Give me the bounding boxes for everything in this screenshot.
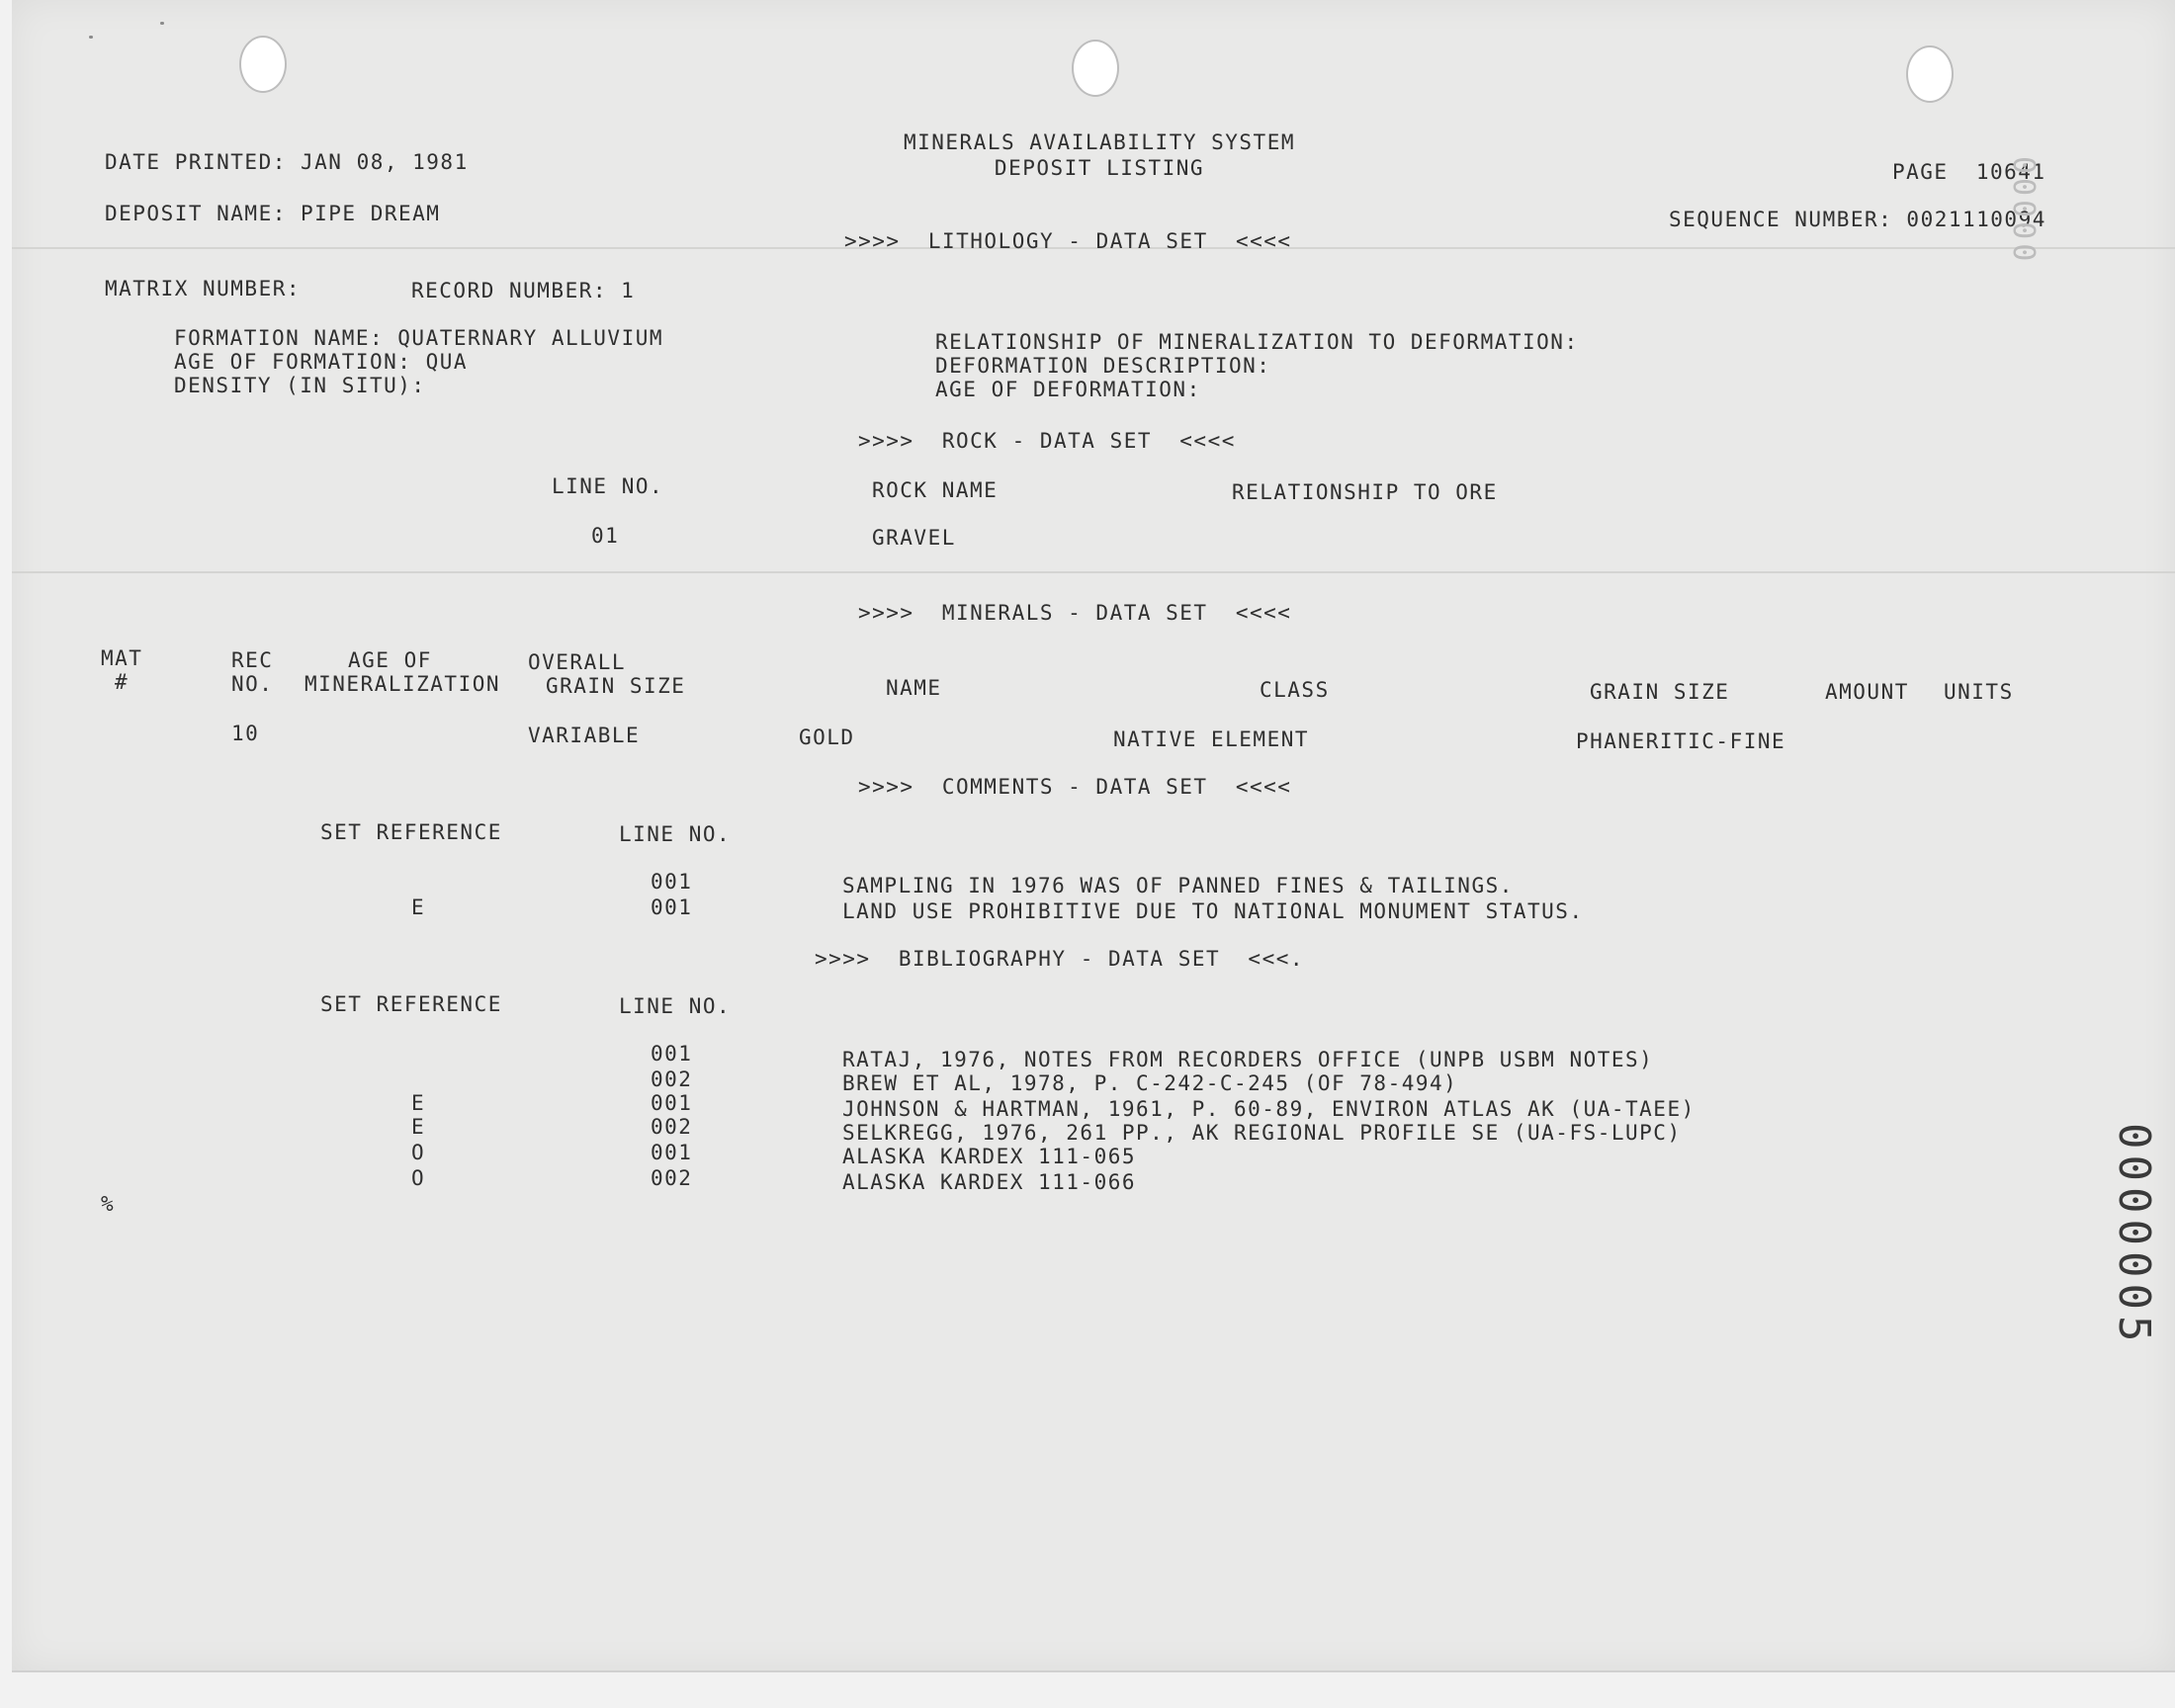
bibliography-header-line-no: LINE NO. (619, 994, 732, 1018)
minerals-header-mat-hash: # (115, 670, 130, 694)
rock-header-line-no: LINE NO. (552, 474, 664, 498)
bibliography-line-no: 001 (651, 1042, 693, 1066)
rock-header-relationship: RELATIONSHIP TO ORE (1232, 480, 1498, 504)
bibliography-line-no: 002 (651, 1115, 693, 1139)
listing-title: DEPOSIT LISTING (994, 156, 1205, 180)
bibliography-entry: SELKREGG, 1976, 261 PP., AK REGIONAL PROFILE SE (UA-FS-LUPC) (842, 1121, 1682, 1145)
minerals-header-amount: AMOUNT (1825, 680, 1909, 704)
punch-hole (1072, 40, 1119, 97)
stamp-number: 0000005 (2109, 1123, 2159, 1348)
bibliography-entry: JOHNSON & HARTMAN, 1961, P. 60-89, ENVIRON ATLAS AK (UA-TAEE) (842, 1097, 1696, 1121)
matrix-number: MATRIX NUMBER: (105, 277, 302, 300)
mineral-overall-grain-size: VARIABLE (528, 724, 641, 747)
comment-set-ref: E (411, 896, 426, 919)
fold-line (12, 571, 2175, 573)
speck (89, 36, 93, 39)
density: DENSITY (IN SITU): (174, 374, 426, 397)
bibliography-entry: ALASKA KARDEX 111-066 (842, 1170, 1137, 1194)
comments-header-set-reference: SET REFERENCE (320, 820, 502, 844)
bibliography-header-set-reference: SET REFERENCE (320, 992, 502, 1016)
comment-line-no: 001 (651, 870, 693, 894)
bibliography-set-ref: E (411, 1115, 426, 1139)
rock-line-no: 01 (591, 524, 620, 548)
bibliography-set-ref: O (411, 1141, 426, 1164)
deformation-description: DEFORMATION DESCRIPTION: (935, 354, 1271, 378)
sequence-number: SEQUENCE NUMBER: 0021110094 (1669, 208, 2046, 231)
minerals-header-rec: REC (231, 648, 274, 672)
punch-hole (1906, 45, 1954, 103)
comments-header-line-no: LINE NO. (619, 822, 732, 846)
formation-name: FORMATION NAME: QUATERNARY ALLUVIUM (174, 326, 664, 350)
rock-header-rock-name: ROCK NAME (872, 478, 999, 502)
mineral-rec-no: 10 (231, 722, 260, 745)
bibliography-entry: RATAJ, 1976, NOTES FROM RECORDERS OFFICE (UNPB USBM NOTES) (842, 1048, 1654, 1071)
bibliography-line-no: 002 (651, 1068, 693, 1091)
comments-section-title: >>>> COMMENTS - DATA SET <<<< (858, 775, 1292, 799)
bibliography-entry: ALASKA KARDEX 111-065 (842, 1145, 1137, 1168)
bibliography-line-no: 001 (651, 1141, 693, 1164)
mineralization-relationship: RELATIONSHIP OF MINERALIZATION TO DEFORMATION: (935, 330, 1579, 354)
comment-text: LAND USE PROHIBITIVE DUE TO NATIONAL MONUMENT STATUS. (842, 899, 1584, 923)
punch-hole (239, 36, 287, 93)
faint-stamp-number: 00000 (2006, 156, 2041, 266)
minerals-header-mat: MAT (101, 646, 143, 670)
bibliography-line-no: 002 (651, 1166, 693, 1190)
minerals-header-overall: OVERALL (528, 650, 627, 674)
mineral-class: NATIVE ELEMENT (1113, 727, 1310, 751)
rock-name: GRAVEL (872, 526, 956, 550)
minerals-header-name: NAME (886, 676, 942, 700)
date-printed: DATE PRINTED: JAN 08, 1981 (105, 150, 469, 174)
age-of-deformation: AGE OF DEFORMATION: (935, 378, 1201, 401)
page-number: PAGE 10641 (1892, 160, 2046, 184)
system-title: MINERALS AVAILABILITY SYSTEM (903, 130, 1295, 154)
comment-text: SAMPLING IN 1976 WAS OF PANNED FINES & TAILINGS. (842, 874, 1514, 897)
speck (160, 22, 164, 25)
record-number: RECORD NUMBER: 1 (411, 279, 636, 302)
bibliography-set-ref: O (411, 1166, 426, 1190)
minerals-header-class: CLASS (1260, 678, 1330, 702)
bibliography-section-title: >>>> BIBLIOGRAPHY - DATA SET <<<. (815, 947, 1305, 971)
mineral-grain-size: PHANERITIC-FINE (1576, 729, 1786, 753)
rock-section-title: >>>> ROCK - DATA SET <<<< (858, 429, 1236, 453)
minerals-header-grain-size: GRAIN SIZE (546, 674, 686, 698)
percent-mark: % (101, 1192, 116, 1216)
comment-line-no: 001 (651, 896, 693, 919)
minerals-header-grain-size-2: GRAIN SIZE (1590, 680, 1730, 704)
bibliography-line-no: 001 (651, 1091, 693, 1115)
minerals-header-units: UNITS (1944, 680, 2014, 704)
minerals-section-title: >>>> MINERALS - DATA SET <<<< (858, 601, 1292, 625)
deposit-name: DEPOSIT NAME: PIPE DREAM (105, 202, 441, 225)
minerals-header-age-of: AGE OF (348, 648, 432, 672)
bibliography-set-ref: E (411, 1091, 426, 1115)
bibliography-entry: BREW ET AL, 1978, P. C-242-C-245 (OF 78-494) (842, 1071, 1458, 1095)
printout-sheet (12, 0, 2175, 1672)
minerals-header-mineralization: MINERALIZATION (304, 672, 501, 696)
minerals-header-rec-no: NO. (231, 672, 274, 696)
lithology-section-title: >>>> LITHOLOGY - DATA SET <<<< (844, 229, 1292, 253)
mineral-name: GOLD (799, 726, 855, 749)
age-of-formation: AGE OF FORMATION: QUA (174, 350, 469, 374)
